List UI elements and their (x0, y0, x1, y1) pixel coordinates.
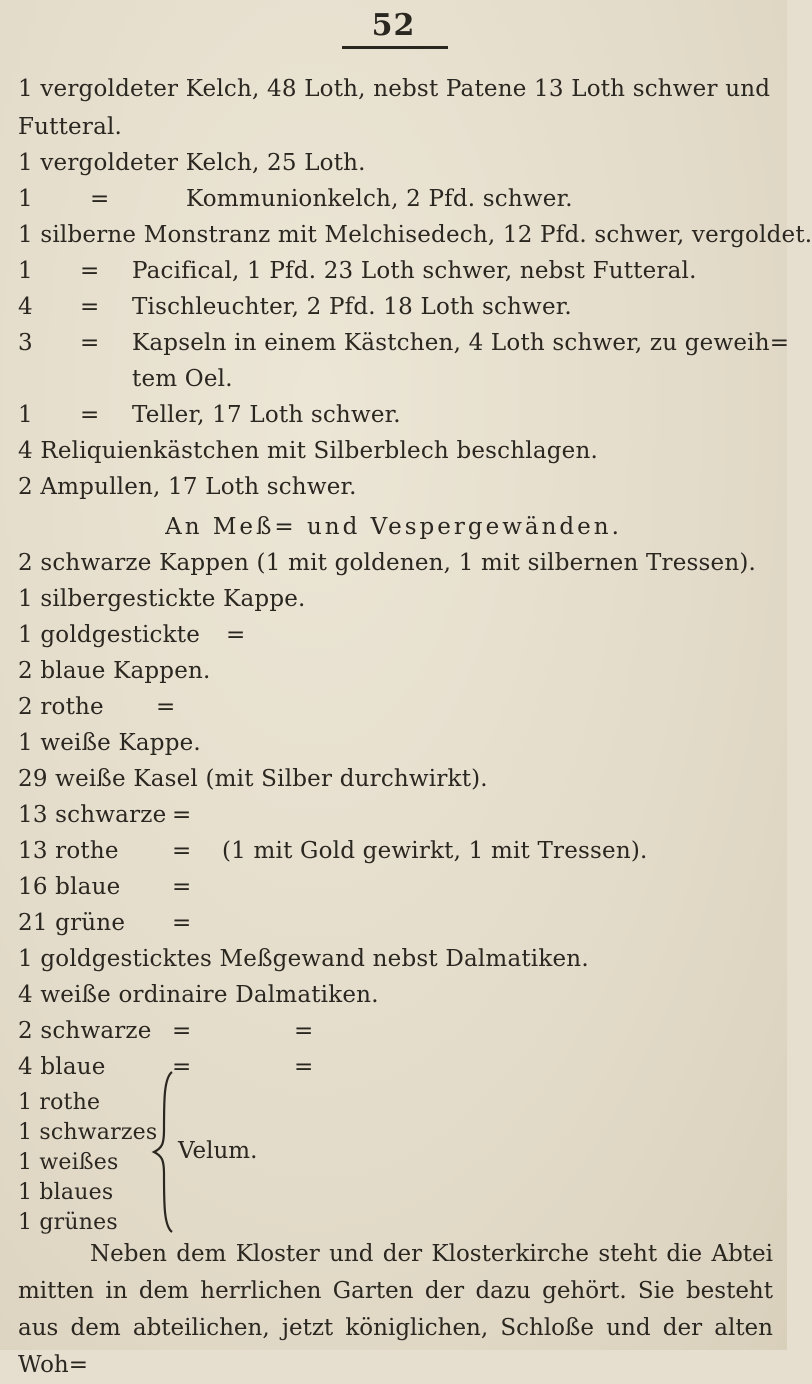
inventory-line: 2 schwarze Kappen (1 mit goldenen, 1 mit silbernen Tressen). (18, 550, 757, 576)
velum-item: 1 rothe (18, 1090, 101, 1115)
inventory-line: 2 Ampullen, 17 Loth schwer. (18, 474, 357, 500)
ditto-mark: = (80, 294, 100, 320)
ditto-mark: = (90, 186, 110, 212)
ditto-mark: = (172, 874, 192, 900)
inventory-line: 4 Reliquienkästchen mit Silberblech beschlagen. (18, 438, 598, 464)
ditto-mark: = (156, 694, 176, 720)
paragraph-line: Neben dem Kloster und der Klosterkirche steht die Abtei (90, 1241, 773, 1267)
ditto-mark: = (172, 802, 192, 828)
inventory-line: 4 weiße ordinaire Dalmatiken. (18, 982, 379, 1008)
inventory-line: 16 blaue = (18, 870, 418, 904)
inventory-line: tem Oel. (132, 366, 233, 392)
inventory-line: 1 silbergestickte Kappe. (18, 586, 306, 612)
ditto-mark: = (172, 1018, 192, 1044)
section-heading: An Meß= und Vespergewänden. (165, 514, 622, 540)
ditto-mark: = (172, 1054, 192, 1080)
paragraph-line: aus dem abteilichen, jetzt königlichen, Schloße und der alten Woh= (18, 1315, 773, 1378)
page-number: 52 (371, 8, 416, 43)
inventory-line: 4 = Tischleuchter, 2 Pfd. 18 Loth schwer. (18, 290, 718, 324)
ditto-mark: = (172, 838, 192, 864)
velum-item: 1 schwarzes (18, 1120, 158, 1145)
inventory-line: Futteral. (18, 114, 123, 140)
inventory-line: 1 goldgesticktes Meßgewand nebst Dalmatiken. (18, 946, 589, 972)
inventory-line: 21 grüne = (18, 906, 418, 940)
inventory-line: 1 = Teller, 17 Loth schwer. (18, 398, 718, 432)
inventory-line: 3 = Kapseln in einem Kästchen, 4 Loth schwer, zu geweih= (18, 326, 778, 360)
inventory-line: 1 = Kommunionkelch, 2 Pfd. schwer. (18, 182, 618, 216)
inventory-line: 2 rothe = (18, 690, 418, 724)
inventory-line: 1 = Pacifical, 1 Pfd. 23 Loth schwer, nebst Futteral. (18, 254, 718, 288)
inventory-line: 1 goldgestickte = (18, 618, 418, 652)
velum-item: 1 blaues (18, 1180, 114, 1205)
velum-item: 1 weißes (18, 1150, 119, 1175)
ditto-mark: = (294, 1054, 314, 1080)
inventory-line: 13 schwarze = (18, 798, 418, 832)
velum-item: 1 grünes (18, 1210, 118, 1235)
inventory-line: 1 weiße Kappe. (18, 730, 201, 756)
inventory-line: 2 schwarze = = (18, 1014, 418, 1048)
ditto-mark: = (226, 622, 246, 648)
inventory-line: 29 weiße Kasel (mit Silber durchwirkt). (18, 766, 488, 792)
ditto-mark: = (80, 258, 100, 284)
paragraph-line: mitten in dem herrlichen Garten der dazu gehört. Sie besteht (18, 1278, 773, 1304)
ditto-mark: = (80, 402, 100, 428)
inventory-line: 1 vergoldeter Kelch, 48 Loth, nebst Patene 13 Loth schwer und (18, 76, 771, 102)
inventory-line: 4 blaue = = (18, 1050, 418, 1084)
ditto-mark: = (172, 910, 192, 936)
inventory-line: 2 blaue Kappen. (18, 658, 211, 684)
body-paragraph (18, 1236, 773, 1384)
inventory-line: 13 rothe = (1 mit Gold gewirkt, 1 mit Tressen). (18, 834, 758, 868)
curly-brace-icon (150, 1070, 180, 1234)
velum-label: Velum. (178, 1138, 258, 1164)
ditto-mark: = (80, 330, 100, 356)
inventory-line: 1 vergoldeter Kelch, 25 Loth. (18, 150, 366, 176)
ditto-mark: = (294, 1018, 314, 1044)
inventory-line: 1 silberne Monstranz mit Melchisedech, 12 Pfd. schwer, vergoldet. (18, 222, 812, 248)
